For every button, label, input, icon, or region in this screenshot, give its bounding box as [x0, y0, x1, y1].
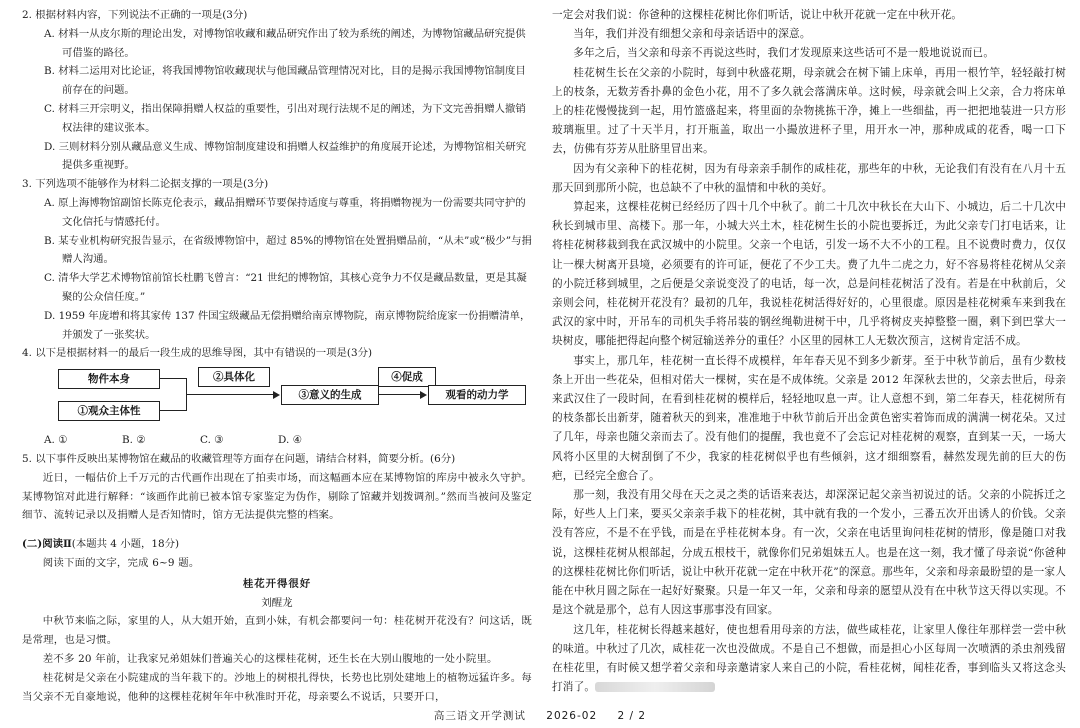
connector-line	[379, 394, 422, 395]
q3-option-c: C. 清华大学艺术博物馆前馆长杜鹏飞曾言：“21 世纪的博物馆，其核心竞争力不仅是藏品数量，更是其凝聚的公众信任度。”	[44, 272, 527, 303]
q2-option-b: B. 材料二运用对比论证，将我国博物馆收藏现状与他国藏品管理情况对比，目的是揭示我国博物馆制度目前存在的问题。	[44, 65, 526, 97]
reading-section-note: (本题共 4 小题，18分)	[71, 538, 180, 551]
passage-paragraph: 事实上，那几年，桂花树一直长得不成模样，年年春天见不到多少新芽。至于中秋节前后，虽有少数枝条上开出一些花朵，但相对偌大一棵树，实在是不成体统。父亲是 2012 年深秋去世的，父亲去世后，母亲来武汉住了一段时间，在看到桂花树的模样后，轻轻地叹息一声。让人意想不到，第二年春天，桂花树所有的枝条都长出新芽，随着秋天的到来，准准地于中秋节前后开出金黄色密实着饰而成的满满一树花朵。又过了几年，母亲也随父亲而去了。没有他们的提醒，我也竟不了会忘记对桂花树的观察，直到某一天，一场大风将小区里的大树刮倒了不少，我家的桂花树似乎也有些倾斜，这才细细察看，赫然发现先前的巨大的伤疤，已经完全愈合了。	[552, 354, 1066, 482]
q5-paragraph: 近日，一幅估价上千万元的古代画作出现在了拍卖市场，而这幅画本应在某博物馆的库房中被永久守护。某博物馆对此进行解释：“该画作此前已被本馆专家鉴定为伪作，剔除了馆藏并划拨调剂。”然而当被问及鉴定细节、流转记录以及捐赠人是否知情时，馆方无法提供完整的档案。	[22, 471, 532, 522]
reading-section-label: (二)阅读Ⅱ	[22, 538, 72, 551]
arrow-icon	[273, 391, 280, 399]
passage-paragraph: 多年之后，当父亲和母亲不再说这些时，我们才发现原来这些话可不是一般地说说而已。	[573, 47, 995, 60]
q2-option-c: C. 材料三开宗明义，指出保障捐赠人权益的重要性，引出对现行法规不足的阐述，为下文完善捐赠人撤销权法律的建议张本。	[44, 102, 526, 134]
reading-instruction: 阅读下面的文字，完成 6~9 题。	[42, 556, 200, 569]
right-column	[552, 6, 1066, 697]
passage-paragraph-text: 这几年，桂花树长得越来越好，使也想看用母亲的方法，做些咸桂花，让家里人像往年那样尝一尝中秋的味道。中秋过了几次，咸桂花一次也没做成。不是自己不想做，而是担心小区每周一次喷洒的杀虫剂残留在桂花里，有时候又想学着父亲和母亲邀请家人来自己的小院，看桂花树，闻桂花香，事到临头又将这念头打消了。	[552, 623, 1066, 694]
q3-option-d: D. 1959 年庞增和将其家传 137 件国宝级藏品无偿捐赠给南京博物院，南京博物院给庞家一份捐赠清单，并颁发了一张奖状。	[44, 309, 531, 341]
q3-option-a: A. 原上海博物馆副馆长陈克伦表示，藏品捐赠环节要保持适度与尊重，将捐赠物视为一份需要共同守护的文化信托与情感托付。	[44, 196, 526, 228]
footer-subject: 高三语文开学测试	[433, 710, 526, 722]
q4-choices	[44, 431, 532, 450]
passage-paragraph: 中秋节来临之际，家里的人，从大姐开始，直到小妹，有机会都要问一句：桂花树开花没有？问这话，既是常理，也是习惯。	[22, 615, 532, 647]
mindmap-box-dynamics: 观看的动力学	[428, 385, 526, 405]
q4-choice-b: B. ②	[122, 434, 146, 447]
q4-choice-d: D. ④	[278, 434, 302, 447]
passage-paragraph: 桂花树是父亲在小院建成的当年栽下的。沙地上的树根扎得快，长势也比别处建地上的植物远猛许多。每当父亲不无自豪地说，他种的这棵桂花树年年中秋准时开花，母亲要么不说话，只要开口，	[22, 671, 532, 703]
q2-stem: 2. 根据材料内容，下列说法不正确的一项是(3分)	[22, 9, 248, 21]
blurred-watermark	[595, 682, 715, 692]
q4-choice-a: A. ①	[44, 434, 68, 447]
q5-stem: 5. 以下事件反映出某博物馆在藏品的收藏管理等方面存在问题，请结合材料，简要分析。(6分)	[22, 452, 456, 465]
mind-map-diagram	[58, 367, 528, 429]
mindmap-box-facilitate: ④促成	[378, 367, 436, 387]
passage-paragraph: 桂花树生长在父亲的小院时，每到中秋盛花期，母亲就会在树下铺上床单，再用一根竹竿，轻轻敲打树上的枝条，无数芳香扑鼻的金色小花，用不了多久就会落满床单。这时候，母亲就会叫上父亲，合力将床单上的桂花慢慢拢到一起，用竹篮盛起来，将里面的杂物挑拣干净，摊上一些细盐，再一把把地装进一只方形玻璃瓶里。过了十天半月，打开瓶盖，取出一小撮放进杯子里，用开水一冲，那种成咸的花香，喝一口下去，仿佛有芬芳从肚脐里冒出来。	[552, 66, 1066, 156]
connector-line	[187, 394, 275, 395]
passage-paragraph: 当年，我们并没有细想父亲和母亲话语中的深意。	[573, 28, 811, 41]
passage-paragraph: 因为有父亲种下的桂花树，因为有母亲亲手制作的咸桂花，那些年的中秋，无论我们有没有在八月十五那天回到那所小院，也总缺不了中秋的温情和中秋的美好。	[552, 162, 1066, 194]
q3-option-b: B. 某专业机构研究报告显示，在省级博物馆中，超过 85%的博物馆在处置捐赠品前，“从未”或“极少”与捐赠人沟通。	[44, 234, 532, 266]
left-column	[22, 6, 532, 706]
mindmap-box-meaning: ③意义的生成	[281, 385, 379, 405]
passage-title: 桂花开得很好	[242, 577, 312, 590]
reading-section-header	[22, 535, 532, 554]
footer-page-number: 2 / 2	[617, 710, 647, 722]
footer-date: 2026-02	[546, 710, 598, 722]
mindmap-box-object: 物件本身	[58, 369, 160, 389]
q2-option-a: A. 材料一从皮尔斯的理论出发，对博物馆收藏和藏品研究作出了较为系统的阐述，为博物馆藏品研究提供可借鉴的路径。	[44, 27, 526, 59]
q4-choice-c: C. ③	[200, 434, 224, 447]
q2-option-d: D. 三则材料分别从藏品意义生成、博物馆制度建设和捐赠人权益维护的角度展开论述，为博物馆相关研究提供多重视野。	[44, 140, 527, 172]
arrow-icon	[420, 391, 427, 399]
page-footer	[0, 708, 1080, 723]
connector-line	[159, 410, 187, 411]
passage-paragraph: 差不多 20 年前，让我家兄弟姐妹们普遍关心的这棵桂花树，还生长在大别山腹地的一处小院里。	[42, 652, 498, 665]
passage-author: 刘醒龙	[261, 596, 293, 609]
q4-stem: 4. 以下是根据材料一的最后一段生成的思维导图，其中有错误的一项是(3分)	[22, 347, 373, 360]
mindmap-box-subjectivity: ①观众主体性	[58, 401, 160, 421]
passage-paragraph: 一定会对我们说：你爸种的这棵桂花树比你们听话，说让中秋开花就一定在中秋开花。	[552, 9, 963, 21]
passage-paragraph: 算起来，这棵桂花树已经经历了四十几个中秋了。前二十几次中秋长在大山下、小城边，后二十几次中秋长到城市里、高楼下。那一年，小城大兴土木，桂花树生长的小院也要拆迁，为此父亲专门打电话来，让将桂花树移栽到我在武汉城中的小院里。父亲一个电话，引发一场不大不小的工程。且不说费时费力，仅仅让一棵大树离开县境，必须要有的许可证，便花了不少工夫。费了九牛二虎之力，好不容易将桂花树从父亲的小院迁移到城里，之后便是父亲说变没了的电话，每一次，总是问桂花树活了没有。若是在中秋前后，父亲则会问，桂花树开花没有？最初的几年，我说桂花树活得好好的，心里很虚。原因是桂花树乘车来到我在武汉的家中时，开吊车的司机失手将吊装的钢丝绳勒进树干中，几乎将树皮夹掉整整一圈，剩下到巴掌大一块树皮，哪能把得起向整个树冠输送养分的重任？小区里的园林工人无数次预言，这树肯定活不成。	[552, 201, 1066, 348]
connector-line	[159, 378, 187, 379]
q3-stem: 3. 下列选项不能够作为材料二论据支撑的一项是(3分)	[22, 178, 269, 191]
mindmap-box-concretization: ②具体化	[198, 367, 270, 387]
passage-paragraph: 那一刻，我没有用父母在天之灵之类的话语来表达，却深深记起父亲当初说过的话。父亲的小院拆迁之际，好些人上门来，要买父亲亲手栽下的桂花树，其中就有我的一个发小，三番五次开出诱人的价钱。父亲没有答应，不是不在乎钱，而是在乎桂花树本身。有一次，父亲在电话里询问桂花树的情形，像是随口对我说，这棵桂花树从根部起，分成五根枝干，就像你们兄弟姐妹五人。也是在这一刻，我才懂了母亲说“你爸种的这棵桂花树比你们听话，说让中秋开花就一定在中秋开花”的深意。那些年，父亲和母亲最盼望的是一家人能在中秋月圆之际在一起好好聚聚。只是一年又一年，父亲和母亲的愿望从没有在中秋节这天得以实现。不是这个就是那个，总有人因这事那事没有回家。	[552, 489, 1066, 617]
passage-paragraph	[552, 621, 1066, 698]
